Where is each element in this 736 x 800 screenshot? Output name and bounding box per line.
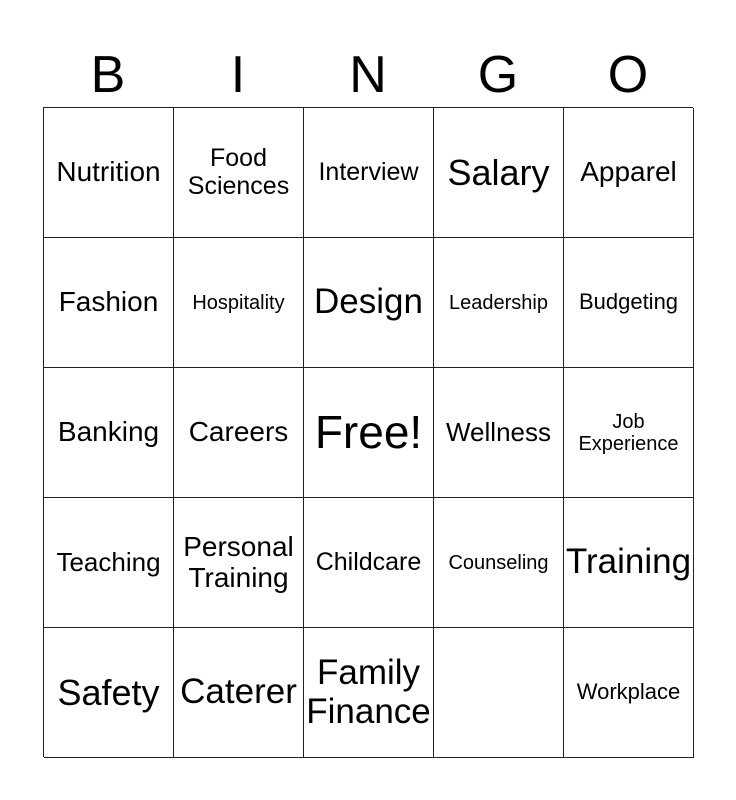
bingo-cell[interactable]: Counseling bbox=[434, 498, 564, 628]
bingo-cell[interactable]: Careers bbox=[174, 368, 304, 498]
bingo-board bbox=[43, 107, 693, 757]
header-letter-b: B bbox=[90, 46, 126, 104]
bingo-cell[interactable]: Interview bbox=[304, 108, 434, 238]
bingo-cell[interactable]: Safety bbox=[44, 628, 174, 758]
bingo-cell[interactable]: Family Finance bbox=[304, 628, 434, 758]
free-space-cell[interactable]: Free! bbox=[304, 368, 434, 498]
bingo-cell[interactable]: Food Sciences bbox=[174, 108, 304, 238]
bingo-cell-empty[interactable] bbox=[434, 628, 564, 758]
bingo-cell[interactable]: Nutrition bbox=[44, 108, 174, 238]
bingo-cell[interactable]: Apparel bbox=[564, 108, 694, 238]
bingo-cell[interactable]: Teaching bbox=[44, 498, 174, 628]
bingo-cell[interactable]: Salary bbox=[434, 108, 564, 238]
bingo-cell[interactable]: Budgeting bbox=[564, 238, 694, 368]
bingo-cell[interactable]: Design bbox=[304, 238, 434, 368]
header-letter-n: N bbox=[349, 46, 387, 104]
bingo-cell[interactable]: Workplace bbox=[564, 628, 694, 758]
bingo-cell[interactable]: Hospitality bbox=[174, 238, 304, 368]
header-letter-o: O bbox=[607, 46, 649, 104]
bingo-header bbox=[43, 44, 693, 106]
bingo-cell[interactable]: Personal Training bbox=[174, 498, 304, 628]
bingo-cell[interactable]: Leadership bbox=[434, 238, 564, 368]
bingo-cell[interactable]: Fashion bbox=[44, 238, 174, 368]
bingo-cell[interactable]: Job Experience bbox=[564, 368, 694, 498]
header-letter-g: G bbox=[477, 46, 519, 104]
header-letter-i: I bbox=[230, 46, 246, 104]
bingo-cell[interactable]: Training bbox=[564, 498, 694, 628]
bingo-cell[interactable]: Caterer bbox=[174, 628, 304, 758]
bingo-cell[interactable]: Childcare bbox=[304, 498, 434, 628]
bingo-cell[interactable]: Banking bbox=[44, 368, 174, 498]
bingo-cell[interactable]: Wellness bbox=[434, 368, 564, 498]
